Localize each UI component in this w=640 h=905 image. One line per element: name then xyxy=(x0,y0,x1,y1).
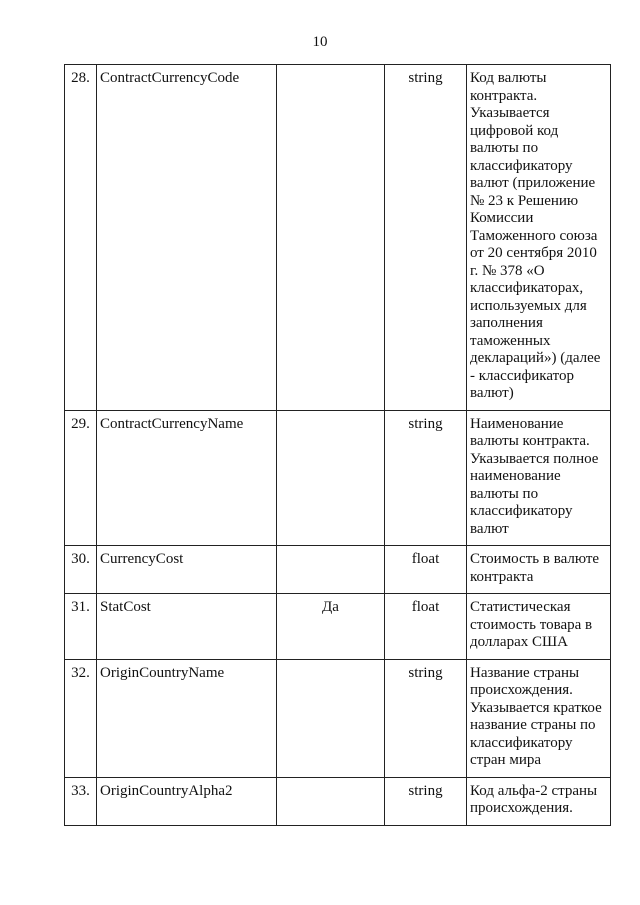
field-description: Код валюты контракта. Указывается цифровой код валюты по классификатору валют (приложение № 23 к Решению Комиссии Таможенного союза от 20 сентября 2010 г. № 378 «О классификаторах, используемых для заполнения таможенных деклараций») (далее - классификатор валют) xyxy=(467,65,611,411)
field-type: float xyxy=(385,546,467,594)
table-row xyxy=(65,410,611,546)
field-type: string xyxy=(385,659,467,777)
field-description: Стоимость в валюте контракта xyxy=(467,546,611,594)
row-number: 32. xyxy=(65,659,97,777)
page-number: 10 xyxy=(312,34,328,50)
row-number: 33. xyxy=(65,777,97,825)
field-type: string xyxy=(385,777,467,825)
row-number: 29. xyxy=(65,410,97,546)
table-row xyxy=(65,659,611,777)
field-description: Название страны происхождения. Указывается краткое название страны по классификатору стран мира xyxy=(467,659,611,777)
field-required xyxy=(277,65,385,411)
field-name: ContractCurrencyCode xyxy=(97,65,277,411)
field-type: string xyxy=(385,410,467,546)
field-required xyxy=(277,777,385,825)
field-description: Наименование валюты контракта. Указывается полное наименование валюты по классификатору валют xyxy=(467,410,611,546)
field-name: StatCost xyxy=(97,594,277,660)
field-description: Код альфа-2 страны происхождения. xyxy=(467,777,611,825)
field-required xyxy=(277,659,385,777)
field-name: CurrencyCost xyxy=(97,546,277,594)
row-number: 30. xyxy=(65,546,97,594)
row-number: 31. xyxy=(65,594,97,660)
field-name: OriginCountryAlpha2 xyxy=(97,777,277,825)
field-required xyxy=(277,410,385,546)
field-required: Да xyxy=(277,594,385,660)
field-type: float xyxy=(385,594,467,660)
table-row xyxy=(65,546,611,594)
field-name: OriginCountryName xyxy=(97,659,277,777)
field-required xyxy=(277,546,385,594)
field-spec-table xyxy=(64,64,611,826)
table-row xyxy=(65,777,611,825)
field-description: Статистическая стоимость товара в долларах США xyxy=(467,594,611,660)
table-row xyxy=(65,594,611,660)
field-name: ContractCurrencyName xyxy=(97,410,277,546)
field-type: string xyxy=(385,65,467,411)
table-row xyxy=(65,65,611,411)
row-number: 28. xyxy=(65,65,97,411)
